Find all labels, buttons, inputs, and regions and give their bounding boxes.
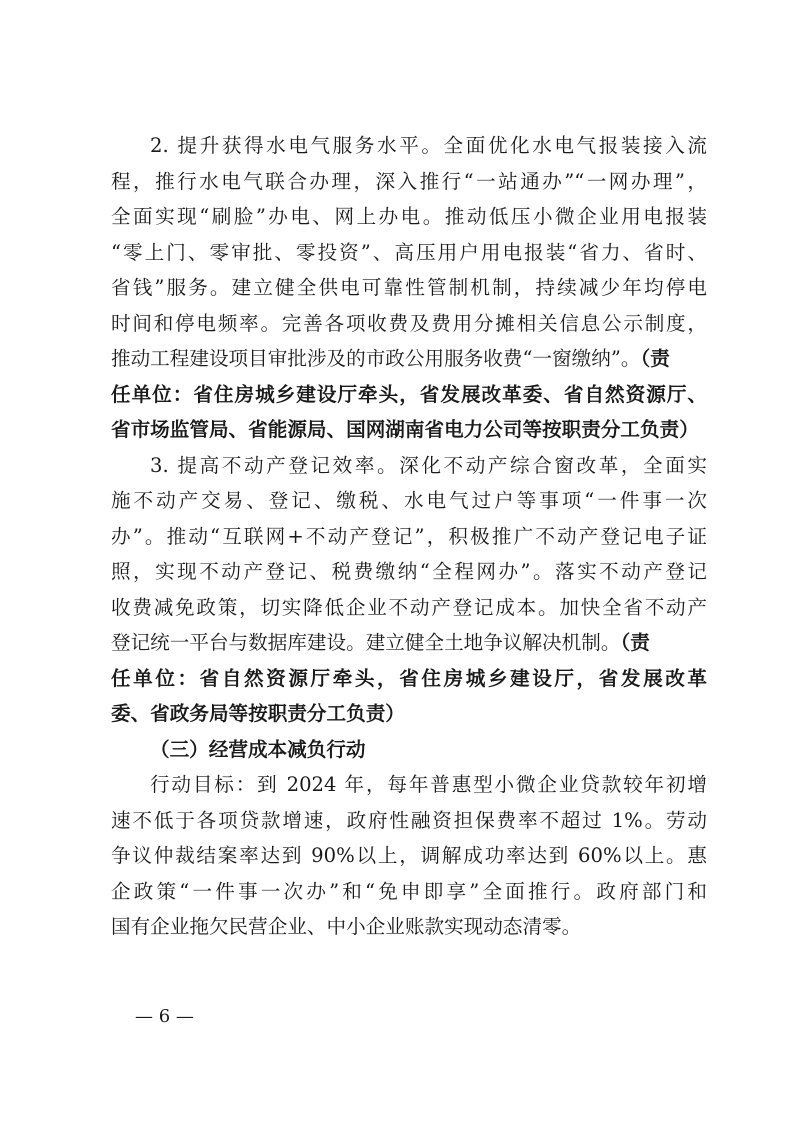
paragraph-line: 办”。推动“互联网+不动产登记”，积极推广不动产登记电子证	[111, 524, 707, 548]
paragraph-line: 企政策“一件事一次办”和“免申即享”全面推行。政府部门和	[111, 879, 707, 903]
document-body	[111, 128, 707, 945]
paragraph-line: 国有企业拖欠民营企业、中小企业账款实现动态清零。	[111, 915, 582, 938]
paragraph-line: 时间和停电频率。完善各项收费及费用分摊相关信息公示制度，	[111, 311, 707, 335]
paragraph-line: 全面实现“刷脸”办电、网上办电。推动低压小微企业用电报装	[111, 205, 707, 228]
paragraph-line: “零上门、零审批、零投资”、高压用户用电报装“省力、省时、	[111, 240, 707, 264]
paragraph-line	[111, 625, 707, 661]
paragraph-line: 争议仲裁结案率达到 90%以上，调解成功率达到 60%以上。惠	[111, 844, 707, 867]
paragraph-text: 推动工程建设项目审批涉及的市政公用服务收费“一窗缴纳”。	[111, 347, 641, 370]
paragraph-line	[111, 341, 707, 377]
responsibility-note: 任单位：省住房城乡建设厅牵头，省发展改革委、省自然资源厅、	[111, 382, 707, 406]
paragraph-line: 省钱”服务。建立健全供电可靠性管制机制，持续减少年均停电	[111, 276, 707, 299]
paragraph-line: 照，实现不动产登记、税费缴纳“全程网办”。落实不动产登记	[111, 560, 707, 583]
paragraph-text: 登记统一平台与数据库建设。建立健全土地争议解决机制。	[111, 631, 621, 654]
responsibility-note: （责	[640, 347, 670, 370]
paragraph-line: 施不动产交易、登记、缴税、水电气过户等事项“一件事一次	[111, 489, 707, 512]
paragraph-line: 程，推行水电气联合办理，深入推行“一站通办”“一网办理”，	[111, 169, 707, 193]
paragraph-line: 速不低于各项贷款增速，政府性融资担保费率不超过 1%。劳动	[111, 808, 707, 832]
paragraph-line: 2. 提升获得水电气服务水平。全面优化水电气报装接入流	[150, 134, 707, 157]
responsibility-note: （责	[620, 631, 650, 654]
responsibility-note: 任单位：省自然资源厅牵头，省住房城乡建设厅，省发展改革	[111, 666, 707, 690]
responsibility-note: 省市场监管局、省能源局、国网湖南省电力公司等按职责分工负责）	[111, 418, 699, 441]
paragraph-line: 收费减免政策，切实降低企业不动产登记成本。加快全省不动产	[111, 595, 707, 619]
paragraph-line: 3. 提高不动产登记效率。深化不动产综合窗改革，全面实	[150, 453, 707, 477]
paragraph-line: 行动目标：到 2024 年，每年普惠型小微企业贷款较年初增	[150, 773, 707, 796]
section-heading: （三）经营成本减负行动	[150, 737, 366, 761]
responsibility-note: 委、省政务局等按职责分工负责）	[111, 702, 405, 725]
page-number: — 6 —	[135, 1006, 194, 1027]
